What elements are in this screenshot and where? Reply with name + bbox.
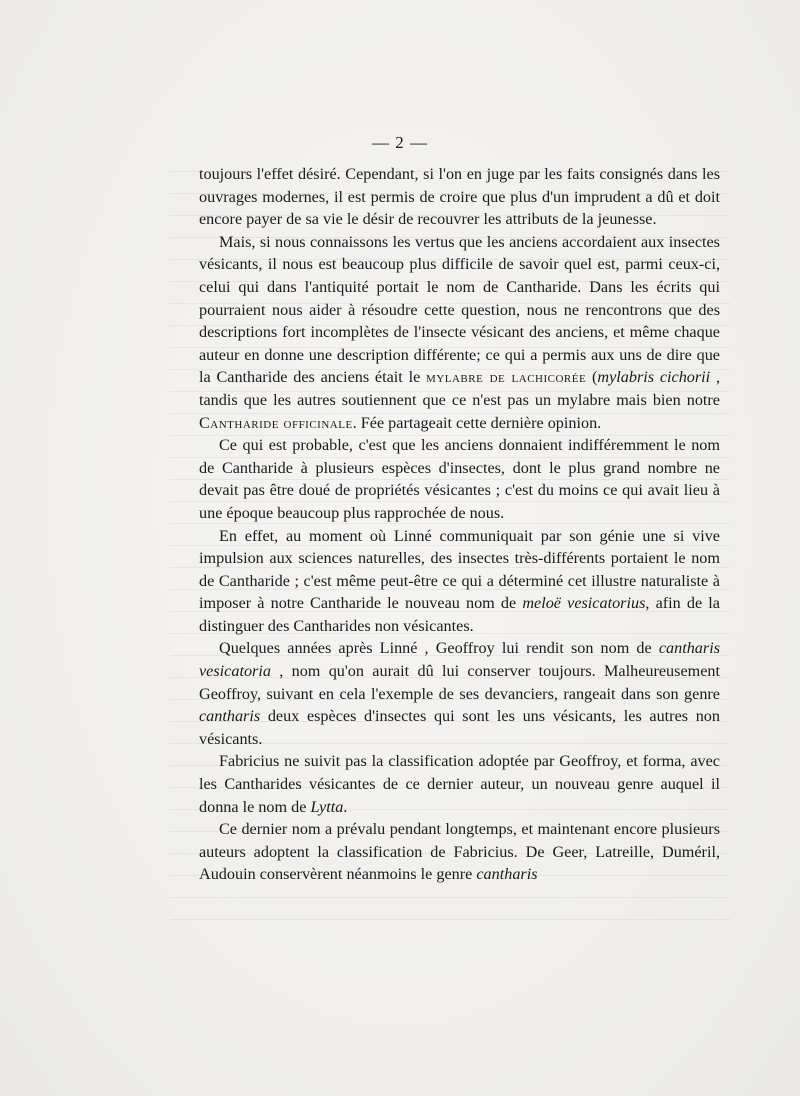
text-run: . Fée partageait cette dernière opinion. [352,413,602,432]
species-name-smallcaps: mylabre de lachicorée [426,368,587,387]
paragraph-2 [199,231,720,434]
latin-name: cantharis [476,865,538,884]
text-run: , nom qu'on aurait dû lui conserver toujours. Malheureusement Geoffroy, suivant en cela l'exemple de ses devanciers, rangeait dans son genre [199,662,720,703]
paragraph-6 [199,750,720,818]
text-run: , tandis que les autres soutiennent que ce n'est pas un mylabre mais bien notre [199,368,721,409]
body-text [199,163,720,886]
page-number: — 2 — [372,133,428,152]
paragraph-3 [199,434,720,524]
text-run: . [343,797,348,816]
text-run: ( [586,368,598,387]
paragraph-1 [199,163,720,231]
latin-name: cantharis vesicatoria [199,639,720,681]
latin-name: cantharis [199,707,261,726]
text-run: deux espèces d'insectes qui sont les uns vésicants, les autres non vésicants. [199,707,720,748]
latin-name: Lytta [310,797,344,816]
species-name-smallcaps: Cantharide officinale [199,413,353,432]
text-run: Fabricius ne suivit pas la classification adoptée par Geoffroy, et forma, avec les Cantharides vésicantes de ce dernier auteur, un nouveau genre auquel il donna le nom de [199,752,720,816]
latin-name: meloë vesicatorius [522,594,646,613]
text-run: , afin de la distinguer des Cantharides non vésicantes. [199,594,720,635]
paragraph-7 [199,818,720,886]
latin-name: mylabris cichorii [597,368,711,387]
paragraph-5 [199,637,720,750]
text-run: Ce dernier nom a prévalu pendant longtemps, et maintenant encore plusieurs auteurs adoptent la classification de Fabricius. De Geer, Latreille, Duméril, Audouin conservèrent néanmoins le genre [199,820,720,884]
text-run: En effet, au moment où Linné communiquait par son génie une si vive impulsion aux sciences naturelles, des insectes très-différents portaient le nom de Cantharide ; c'est même peut-être ce qui a déterminé cet illustre naturaliste à imposer à notre Cantharide le nouveau nom de [199,526,720,613]
text-run: toujours l'effet désiré. Cependant, si l'on en juge par les faits consignés dans les ouvrages modernes, il est permis de croire que plus d'un imprudent a dû et doit encore payer de sa vie le désir de recouvrer les attributs de la jeunesse. [199,165,720,229]
text-run: Mais, si nous connaissons les vertus que les anciens accordaient aux insectes vésicants, il nous est beaucoup plus difficile de savoir quel est, parmi ceux-ci, celui qui dans l'antiquité portait le nom de Cantharide. Dans les écrits qui pourraient nous aider à résoudre cette question, nous ne rencontrons que des descriptions fort incomplètes de l'insecte vésicant des anciens, et même chaque auteur en donne une description différente; ce qui a permis aux uns de dire que la Cantharide des anciens était le [199,232,720,387]
text-run: Quelques années après Linné , Geoffroy lui rendit son nom de [219,639,659,658]
text-run: Ce qui est probable, c'est que les anciens donnaient indifféremment le nom de Cantharide à plusieurs espèces d'insectes, dont le plus grand nombre ne devait pas être doué de propriétés vésicantes ; c'est du moins ce qui avait lieu à une époque beaucoup plus rapprochée de nous. [199,436,720,522]
paragraph-4 [199,525,720,638]
